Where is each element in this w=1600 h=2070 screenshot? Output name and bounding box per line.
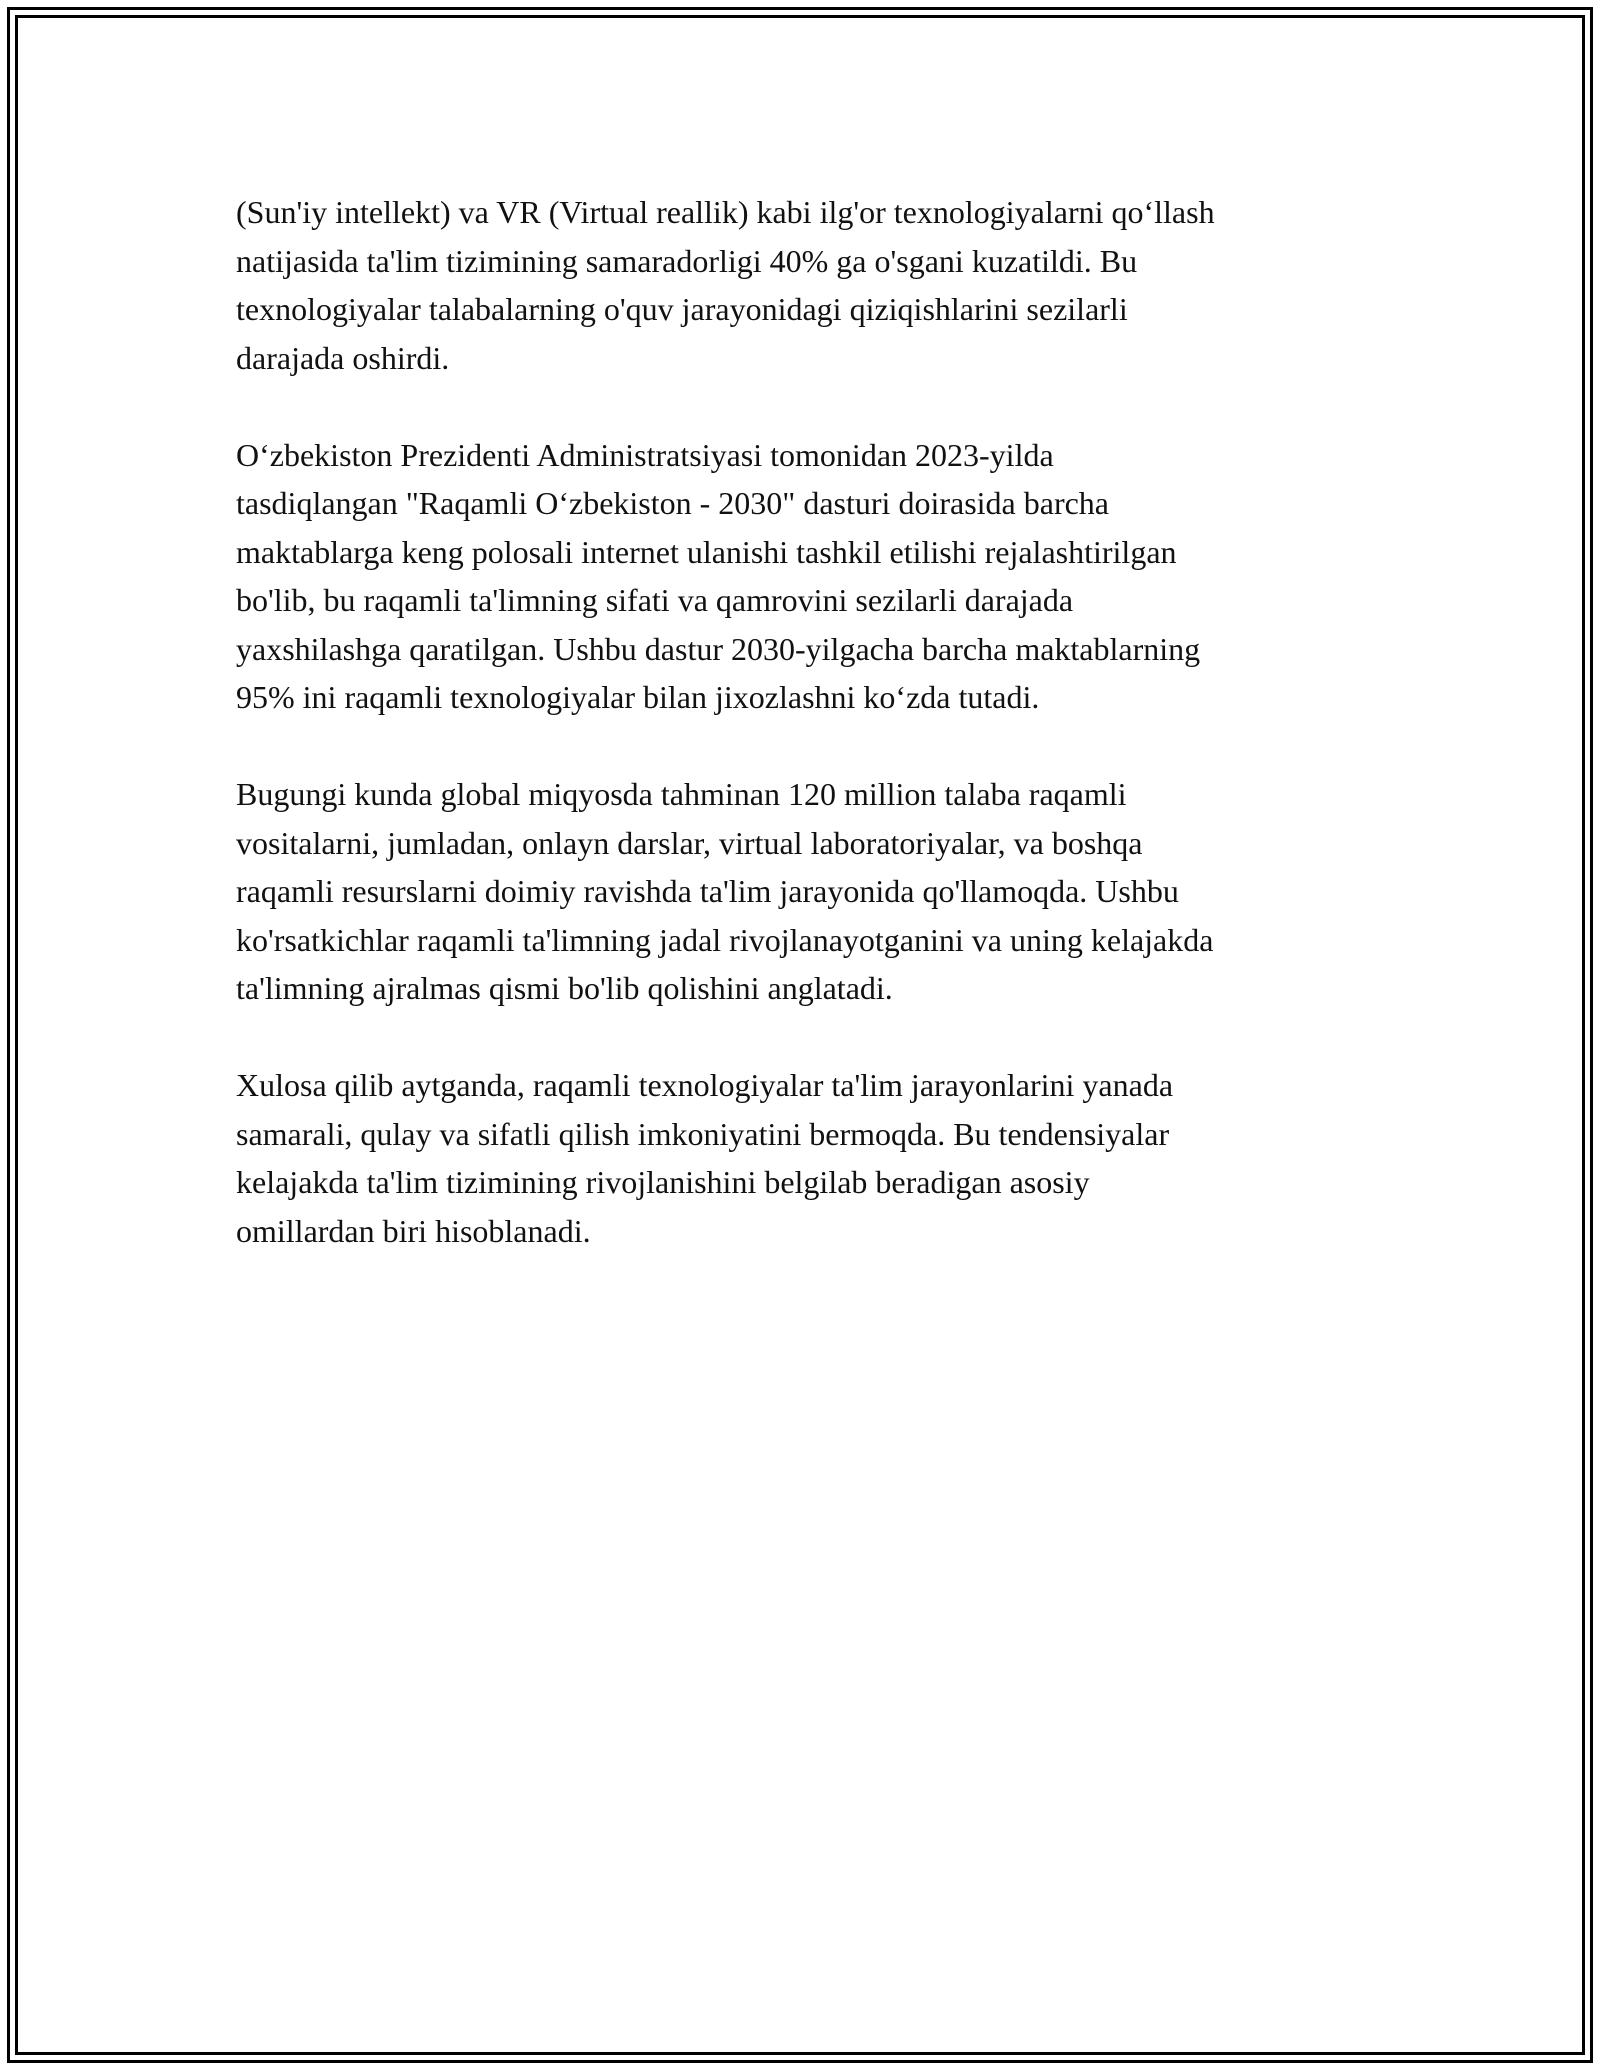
text-line: yaxshilashga qaratilgan. Ushbu dastur 2030-yilgacha barcha maktablarning (236, 630, 1201, 667)
paragraph-global-students (236, 770, 1386, 1013)
text-line: maktablarga keng polosali internet ulanishi tashkil etilishi rejalashtirilgan (236, 533, 1177, 570)
text-line: kelajakda ta'lim tizimining rivojlanishini belgilab beradigan asosiy (236, 1164, 1090, 1200)
text-line: natijasida ta'lim tizimining samaradorligi 40% ga o'sgani kuzatildi. Bu (236, 242, 1138, 279)
text-line: texnologiyalar talabalarning o'quv jarayonidagi qiziqishlarini sezilarli (236, 291, 1128, 327)
text-line: ko'rsatkichlar raqamli ta'limning jadal rivojlanayotganini va uning kelajakda (236, 921, 1214, 958)
paragraph-conclusion (236, 1061, 1386, 1255)
text-line: ta'limning ajralmas qismi bo'lib qolishini anglatadi. (236, 970, 893, 1006)
paragraph-digital-uzbekistan-2030 (236, 431, 1386, 722)
text-line: samarali, qulay va sifatli qilish imkoniyatini bermoqda. Bu tendensiyalar (236, 1115, 1170, 1152)
text-line: Bugungi kunda global miqyosda tahminan 120 million talaba raqamli (236, 776, 1127, 812)
text-line: vositalarni, jumladan, onlayn darslar, virtual laboratoriyalar, va boshqa (236, 824, 1143, 861)
text-line: bo'lib, bu raqamli ta'limning sifati va qamrovini sezilarli darajada (236, 582, 1074, 618)
paragraph-ai-vr-effectiveness (236, 188, 1386, 382)
document-body (236, 188, 1386, 1304)
text-line: Xulosa qilib aytganda, raqamli texnologiyalar ta'lim jarayonlarini yanada (236, 1067, 1174, 1103)
text-line: O‘zbekiston Prezidenti Administratsiyasi tomonidan 2023-yilda (236, 436, 1054, 473)
text-line: omillardan biri hisoblanadi. (236, 1212, 591, 1249)
text-line: (Sun'iy intellekt) va VR (Virtual reallik) kabi ilg'or texnologiyalarni qo‘llash (236, 194, 1215, 230)
text-line: raqamli resurslarni doimiy ravishda ta'lim jarayonida qo'llamoqda. Ushbu (236, 873, 1179, 909)
text-line: darajada oshirdi. (236, 339, 450, 376)
text-line: 95% ini raqamli texnologiyalar bilan jixozlashni ko‘zda tutadi. (236, 679, 1040, 715)
text-line: tasdiqlangan "Raqamli O‘zbekiston - 2030" dasturi doirasida barcha (236, 485, 1109, 521)
